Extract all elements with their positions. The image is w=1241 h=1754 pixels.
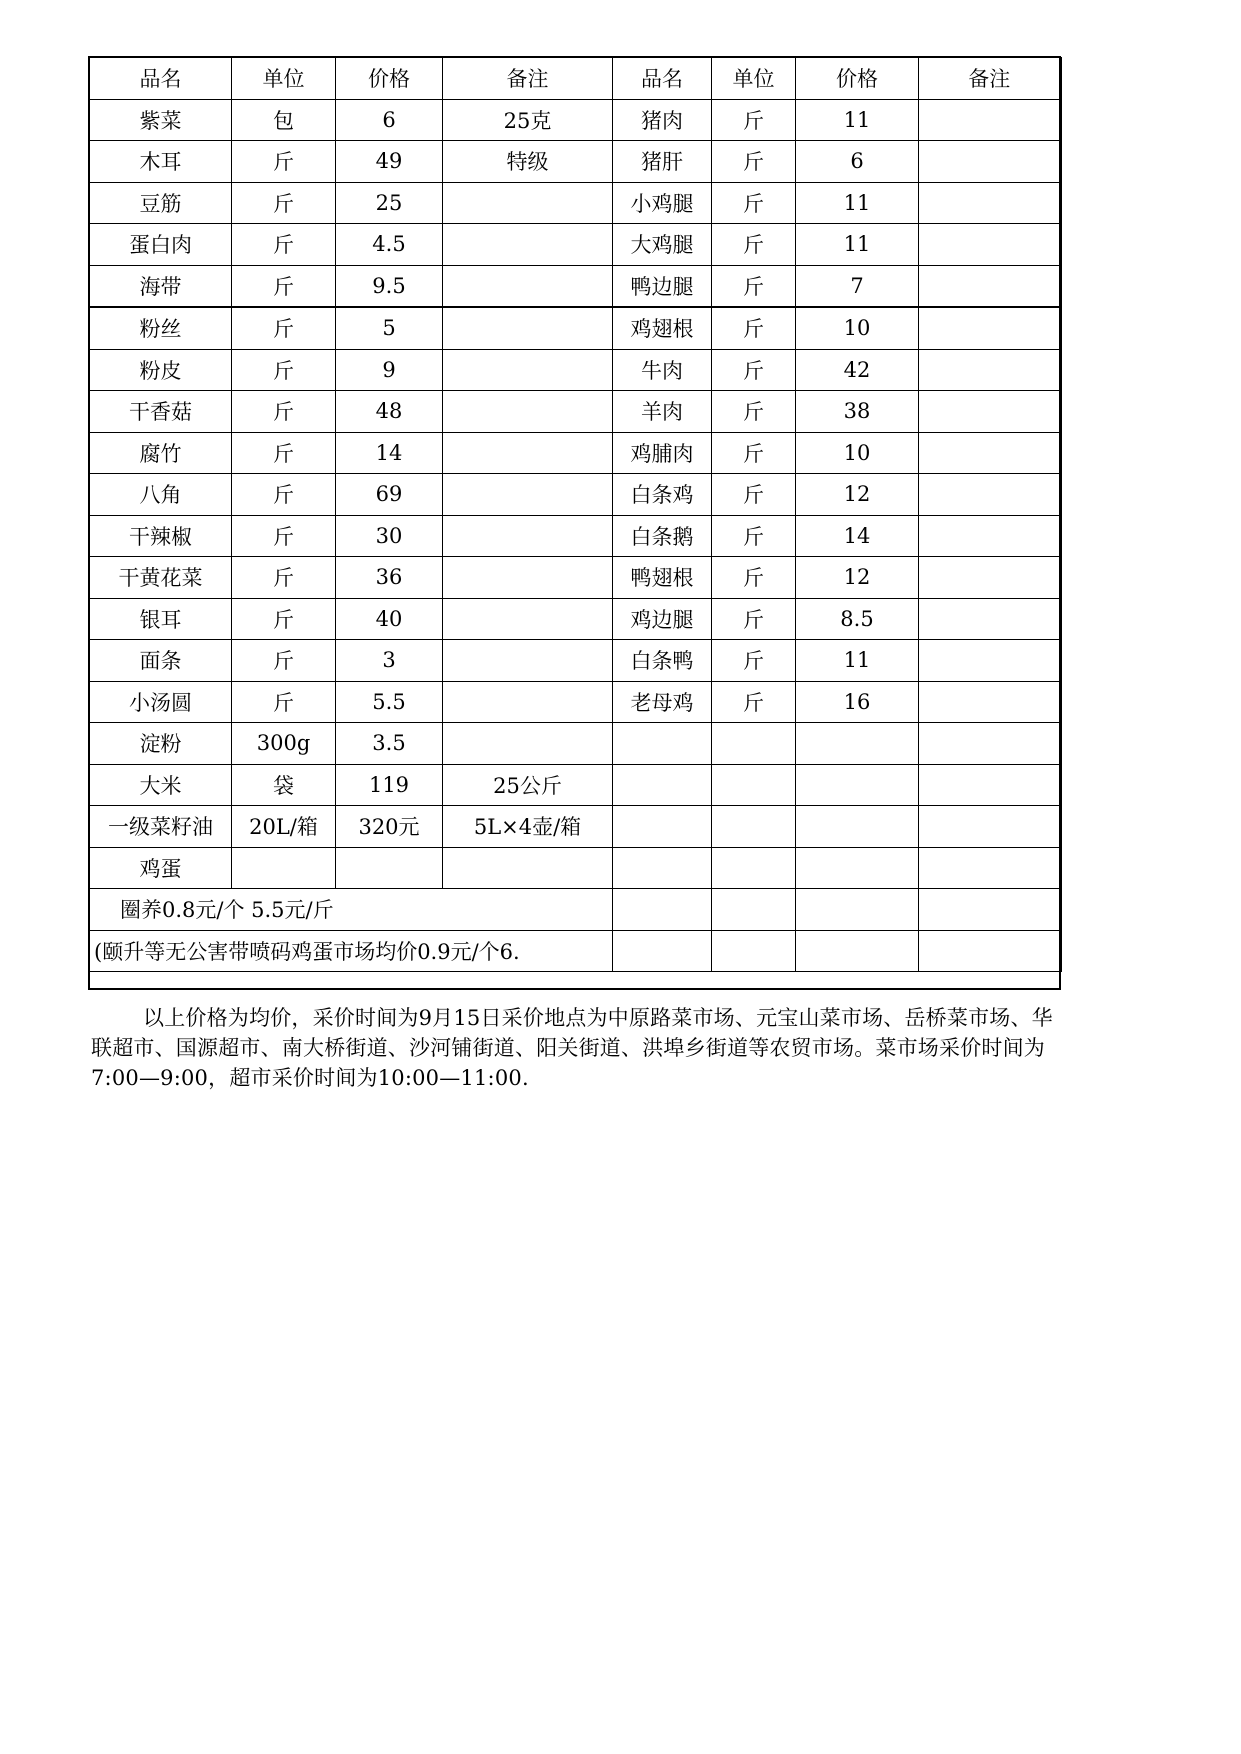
table-cell: 斤	[232, 391, 336, 433]
table-cell: 粉皮	[90, 349, 232, 391]
table-cell: 斤	[712, 224, 796, 266]
table-cell	[443, 681, 613, 723]
table-cell: 11	[796, 182, 919, 224]
table-row	[90, 349, 1061, 391]
table-cell	[443, 847, 613, 889]
table-cell: 10	[796, 307, 919, 349]
egg-note-cell: 圈养0.8元/个 5.5元/斤	[90, 889, 613, 931]
table-cell: 7	[796, 265, 919, 307]
footnote: 以上价格为均价，采价时间为9月15日采价地点为中原路菜市场、元宝山菜市场、岳桥菜市场、华联超市、国源超市、南大桥街道、沙河铺街道、阳关街道、洪埠乡街道等农贸市场。菜市场采价时间为7:00—9:00，超市采价时间为10:00—11:00.	[91, 1006, 1053, 1090]
table-cell: 猪肉	[613, 99, 712, 141]
table-cell: 斤	[232, 474, 336, 516]
table-cell	[712, 723, 796, 765]
table-cell: 白条鹅	[613, 515, 712, 557]
table-row	[90, 847, 1061, 889]
table-cell: 小汤圆	[90, 681, 232, 723]
table-cell: 320元	[336, 806, 443, 848]
table-cell	[919, 349, 1061, 391]
header-cell: 备注	[443, 58, 613, 100]
table-cell: 白条鸡	[613, 474, 712, 516]
table-cell	[613, 930, 712, 972]
table-cell: 斤	[712, 598, 796, 640]
table-cell	[613, 847, 712, 889]
egg-note-cell: (颐升等无公害带喷码鸡蛋市场均价0.9元/个6.	[90, 930, 613, 972]
table-cell	[443, 349, 613, 391]
table-cell: 斤	[712, 557, 796, 599]
table-cell: 白条鸭	[613, 640, 712, 682]
table-cell: 14	[796, 515, 919, 557]
table-cell	[919, 391, 1061, 433]
table-cell: 粉丝	[90, 307, 232, 349]
table-cell: 老母鸡	[613, 681, 712, 723]
table-cell: 鸭翅根	[613, 557, 712, 599]
table-cell: 14	[336, 432, 443, 474]
table-cell: 斤	[232, 182, 336, 224]
table-cell: 斤	[712, 515, 796, 557]
table-cell	[919, 224, 1061, 266]
table-cell	[712, 764, 796, 806]
table-cell: 斤	[232, 265, 336, 307]
table-cell: 海带	[90, 265, 232, 307]
table-cell	[919, 681, 1061, 723]
table-cell: 斤	[712, 391, 796, 433]
table-cell: 斤	[232, 224, 336, 266]
table-cell: 腐竹	[90, 432, 232, 474]
header-cell: 单位	[232, 58, 336, 100]
table-cell: 一级菜籽油	[90, 806, 232, 848]
table-cell: 斤	[232, 349, 336, 391]
table-cell: 鸡脯肉	[613, 432, 712, 474]
table-cell: 25克	[443, 99, 613, 141]
table-cell: 斤	[712, 99, 796, 141]
table-row	[90, 141, 1061, 183]
table-cell: 11	[796, 224, 919, 266]
table-cell	[796, 889, 919, 931]
table-cell	[443, 432, 613, 474]
table-cell	[712, 806, 796, 848]
table-cell: 蛋白肉	[90, 224, 232, 266]
table-cell	[443, 224, 613, 266]
table-cell	[712, 847, 796, 889]
table-row	[90, 764, 1061, 806]
table-cell: 牛肉	[613, 349, 712, 391]
table-cell: 斤	[232, 598, 336, 640]
table-cell	[919, 307, 1061, 349]
table-cell	[443, 598, 613, 640]
table-cell: 3	[336, 640, 443, 682]
header-cell: 品名	[613, 58, 712, 100]
table-cell: 特级	[443, 141, 613, 183]
table-cell: 干黄花菜	[90, 557, 232, 599]
table-cell: 斤	[712, 432, 796, 474]
table-cell: 300g	[232, 723, 336, 765]
table-cell	[336, 847, 443, 889]
table-cell: 38	[796, 391, 919, 433]
table-cell: 48	[336, 391, 443, 433]
table-cell: 鸡边腿	[613, 598, 712, 640]
table-cell: 69	[336, 474, 443, 516]
table-row	[90, 806, 1061, 848]
table-cell: 40	[336, 598, 443, 640]
table-row	[90, 598, 1061, 640]
table-cell	[613, 806, 712, 848]
table-cell: 小鸡腿	[613, 182, 712, 224]
table-cell: 5.5	[336, 681, 443, 723]
header-cell: 单位	[712, 58, 796, 100]
table-cell: 119	[336, 764, 443, 806]
price-table	[89, 57, 1062, 972]
table-cell: 30	[336, 515, 443, 557]
table-cell	[232, 847, 336, 889]
table-cell: 斤	[712, 141, 796, 183]
header-row	[90, 58, 1061, 100]
table-cell: 6	[796, 141, 919, 183]
table-cell: 淀粉	[90, 723, 232, 765]
table-cell	[919, 930, 1061, 972]
table-cell	[796, 847, 919, 889]
table-row	[90, 432, 1061, 474]
table-cell: 羊肉	[613, 391, 712, 433]
table-cell	[443, 557, 613, 599]
table-cell: 斤	[232, 640, 336, 682]
table-cell	[919, 889, 1061, 931]
table-cell: 42	[796, 349, 919, 391]
table-cell	[443, 265, 613, 307]
table-cell: 斤	[712, 307, 796, 349]
table-cell: 紫菜	[90, 99, 232, 141]
table-cell: 斤	[232, 432, 336, 474]
table-cell: 大米	[90, 764, 232, 806]
table-row	[90, 640, 1061, 682]
table-cell	[443, 182, 613, 224]
table-row	[90, 723, 1061, 765]
table-cell	[919, 182, 1061, 224]
table-cell: 斤	[712, 265, 796, 307]
table-cell	[443, 723, 613, 765]
egg-note-row	[90, 889, 1061, 931]
table-cell: 25公斤	[443, 764, 613, 806]
table-cell: 鸡蛋	[90, 847, 232, 889]
table-cell: 11	[796, 99, 919, 141]
table-cell: 16	[796, 681, 919, 723]
table-cell: 36	[336, 557, 443, 599]
table-cell	[443, 474, 613, 516]
table-cell: 8.5	[796, 598, 919, 640]
table-cell	[796, 930, 919, 972]
table-cell: 鸡翅根	[613, 307, 712, 349]
header-cell: 备注	[919, 58, 1061, 100]
table-cell: 3.5	[336, 723, 443, 765]
table-cell: 斤	[232, 515, 336, 557]
table-cell: 25	[336, 182, 443, 224]
table-cell: 大鸡腿	[613, 224, 712, 266]
table-cell: 9	[336, 349, 443, 391]
table-cell: 斤	[712, 640, 796, 682]
table-cell	[613, 889, 712, 931]
table-cell: 银耳	[90, 598, 232, 640]
table-cell	[919, 265, 1061, 307]
table-cell	[443, 640, 613, 682]
table-cell	[712, 930, 796, 972]
table-row	[90, 557, 1061, 599]
table-cell	[919, 474, 1061, 516]
egg-note-row	[90, 930, 1061, 972]
table-cell	[919, 723, 1061, 765]
table-cell: 斤	[232, 681, 336, 723]
table-cell	[443, 391, 613, 433]
table-cell: 八角	[90, 474, 232, 516]
table-cell	[796, 764, 919, 806]
table-cell: 斤	[712, 182, 796, 224]
table-cell: 猪肝	[613, 141, 712, 183]
table-cell: 斤	[712, 349, 796, 391]
table-row	[90, 307, 1061, 349]
table-cell	[919, 557, 1061, 599]
table-cell	[796, 806, 919, 848]
table-cell	[919, 806, 1061, 848]
table-cell	[919, 847, 1061, 889]
table-cell	[919, 515, 1061, 557]
table-row	[90, 182, 1061, 224]
table-cell: 斤	[232, 557, 336, 599]
table-cell	[712, 889, 796, 931]
table-cell	[919, 432, 1061, 474]
table-cell: 5L×4壶/箱	[443, 806, 613, 848]
table-row	[90, 391, 1061, 433]
table-cell	[796, 723, 919, 765]
table-cell	[919, 598, 1061, 640]
table-cell: 10	[796, 432, 919, 474]
table-cell: 12	[796, 557, 919, 599]
table-row	[90, 265, 1061, 307]
table-cell: 袋	[232, 764, 336, 806]
header-cell: 价格	[336, 58, 443, 100]
table-row	[90, 515, 1061, 557]
table-row	[90, 99, 1061, 141]
table-cell	[919, 764, 1061, 806]
table-cell	[613, 764, 712, 806]
table-cell: 5	[336, 307, 443, 349]
table-cell: 干香菇	[90, 391, 232, 433]
table-cell: 豆筋	[90, 182, 232, 224]
table-cell: 木耳	[90, 141, 232, 183]
table-cell: 斤	[232, 307, 336, 349]
table-row	[90, 681, 1061, 723]
table-cell: 4.5	[336, 224, 443, 266]
table-cell	[443, 307, 613, 349]
table-row	[90, 224, 1061, 266]
table-cell: 9.5	[336, 265, 443, 307]
header-cell: 价格	[796, 58, 919, 100]
table-cell: 20L/箱	[232, 806, 336, 848]
table-body	[90, 99, 1061, 972]
table-cell: 11	[796, 640, 919, 682]
table-cell: 6	[336, 99, 443, 141]
table-cell	[443, 515, 613, 557]
table-cell: 49	[336, 141, 443, 183]
table-cell: 面条	[90, 640, 232, 682]
table-cell	[919, 99, 1061, 141]
table-cell: 12	[796, 474, 919, 516]
table-cell: 斤	[712, 681, 796, 723]
table-row	[90, 474, 1061, 516]
table-cell	[613, 723, 712, 765]
table-cell	[919, 141, 1061, 183]
table-cell: 包	[232, 99, 336, 141]
table-cell: 斤	[232, 141, 336, 183]
table-cell: 鸭边腿	[613, 265, 712, 307]
table-cell	[919, 640, 1061, 682]
header-cell: 品名	[90, 58, 232, 100]
table-cell: 干辣椒	[90, 515, 232, 557]
table-cell: 斤	[712, 474, 796, 516]
